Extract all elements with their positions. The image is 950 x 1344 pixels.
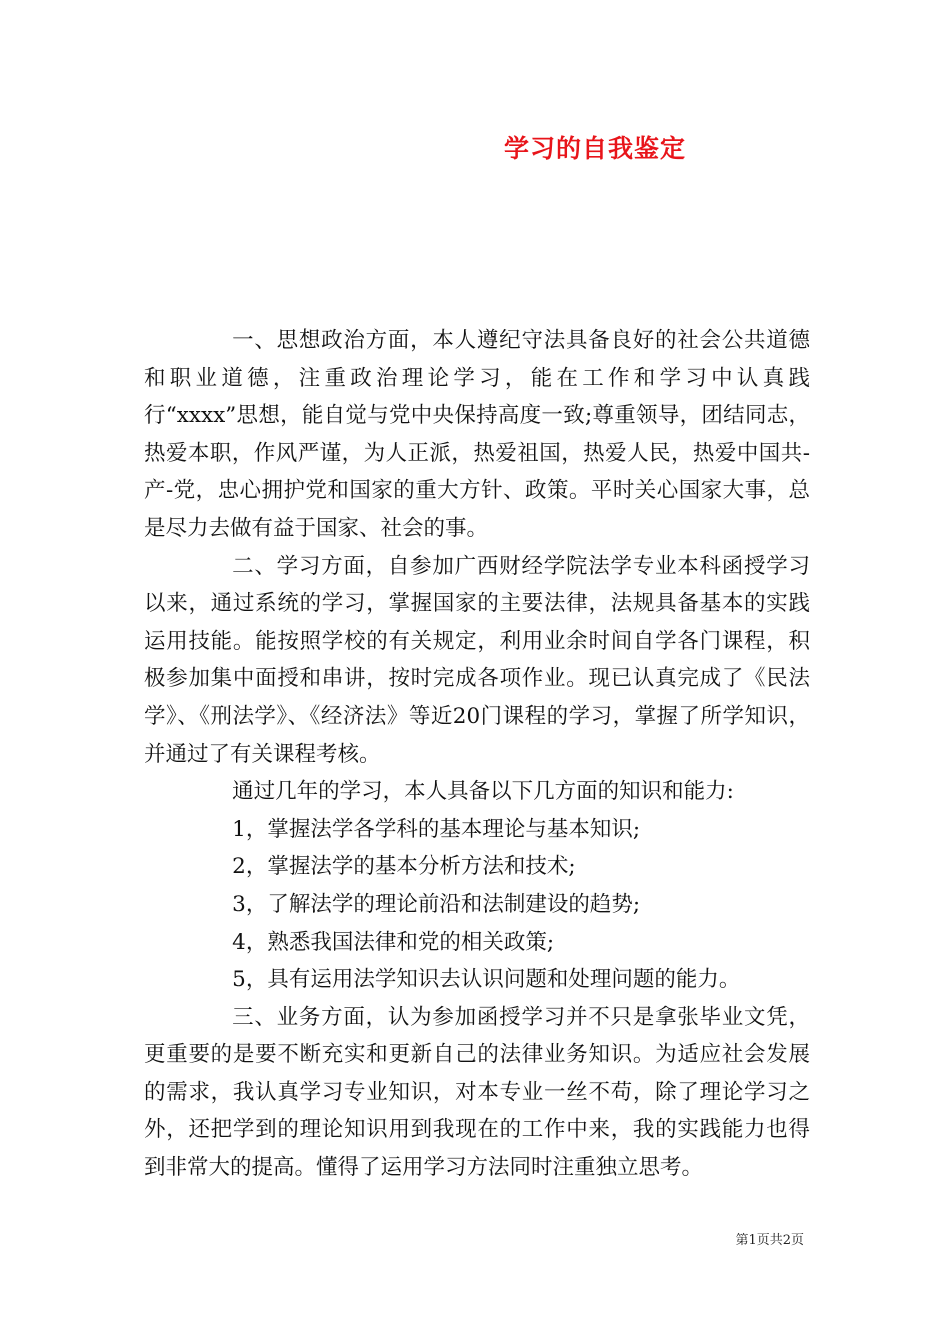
paragraph-business: 三、业务方面，认为参加函授学习并不只是拿张毕业文凭，更重要的是要不断充实和更新自己的法律业务知识。为适应社会发展的需求，我认真学习专业知识，对本专业一丝不苟，除了理论学习之外，还把学到的理论知识用到我现在的工作中来，我的实践能力也得到非常大的提高。懂得了运用学习方法同时注重独立思考。	[144, 1004, 810, 1181]
paragraph-study: 二、学习方面，自参加广西财经学院法学专业本科函授学习以来，通过系统的学习，掌握国家的主要法律，法规具备基本的实践运用技能。能按照学校的有关规定，利用业余时间自学各门课程，积极参加集中面授和串讲，按时完成各项作业。现已认真完成了《民法学》、《刑法学》、《经济法》等近20门课程的学习，掌握了所学知识，并通过了有关课程考核。	[144, 553, 810, 767]
paragraph-political: 一、思想政治方面，本人遵纪守法具备良好的社会公共道德和职业道德，注重政治理论学习，能在工作和学习中认真践行“xxxx”思想，能自觉与党中央保持高度一致;尊重领导，团结同志，热爱本职，作风严谨，为人正派，热爱祖国，热爱人民，热爱中国共-产-党，忠心拥护党和国家的重大方针、政策。平时关心国家大事，总是尽力去做有益于国家、社会的事。	[144, 328, 810, 541]
list-item: 1，掌握法学各学科的基本理论与基本知识;	[232, 816, 641, 842]
list-item: 3，了解法学的理论前沿和法制建设的趋势;	[232, 891, 641, 917]
paragraph-abilities-intro: 通过几年的学习，本人具备以下几方面的知识和能力:	[232, 779, 734, 805]
list-item: 5，具有运用法学知识去认识问题和处理问题的能力。	[232, 967, 741, 993]
page-number: 第1页共2页	[735, 1233, 804, 1248]
page-title: 学习的自我鉴定	[503, 134, 686, 163]
document-body	[144, 322, 810, 1187]
list-item: 2，掌握法学的基本分析方法和技术;	[232, 854, 576, 880]
list-item: 4，熟悉我国法律和党的相关政策;	[232, 929, 555, 955]
